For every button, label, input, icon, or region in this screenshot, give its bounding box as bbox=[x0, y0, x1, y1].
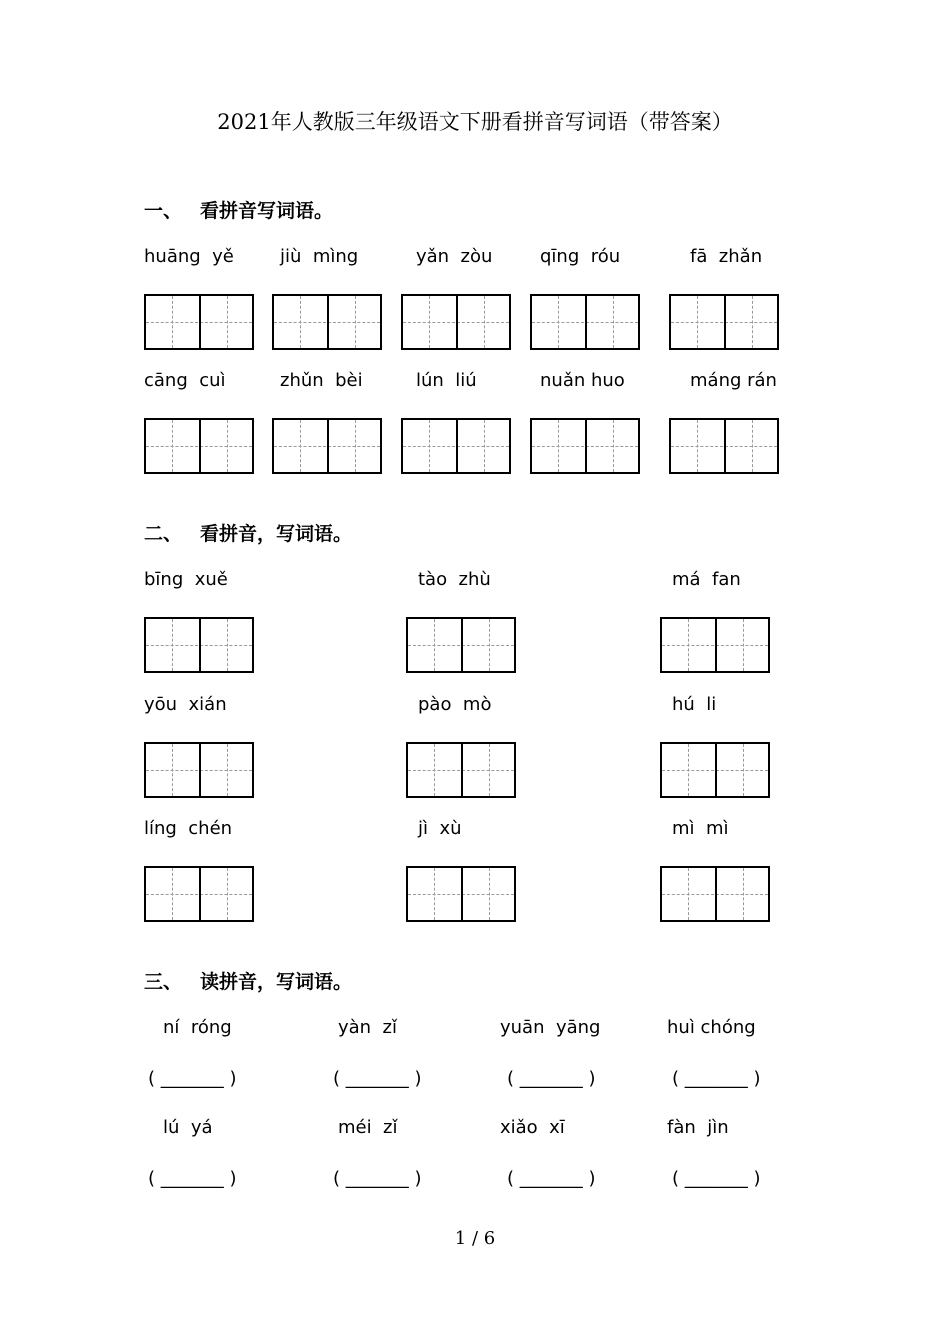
grid-line bbox=[227, 420, 228, 472]
section2-heading bbox=[144, 519, 352, 546]
grid-line bbox=[227, 296, 228, 348]
answer-blank[interactable]: ( _______ ) bbox=[507, 1068, 596, 1089]
grid-line bbox=[227, 619, 228, 671]
pinyin-label: xiǎo xī bbox=[500, 1117, 565, 1138]
grid-line bbox=[227, 868, 228, 920]
grid-line bbox=[227, 744, 228, 796]
grid-line bbox=[172, 868, 173, 920]
answer-blank[interactable]: ( _______ ) bbox=[672, 1068, 761, 1089]
grid-line bbox=[489, 619, 490, 671]
grid-line bbox=[355, 420, 356, 472]
grid-line bbox=[558, 296, 559, 348]
writing-grid[interactable] bbox=[530, 418, 640, 474]
grid-line bbox=[199, 868, 201, 920]
grid-line bbox=[613, 296, 614, 348]
answer-blank[interactable]: ( _______ ) bbox=[672, 1168, 761, 1189]
grid-line bbox=[434, 744, 435, 796]
grid-line bbox=[461, 619, 463, 671]
grid-line bbox=[484, 420, 485, 472]
pinyin-label: jì xù bbox=[418, 818, 462, 839]
grid-line bbox=[461, 868, 463, 920]
grid-line bbox=[484, 296, 485, 348]
section3-heading bbox=[144, 967, 352, 994]
grid-line bbox=[585, 296, 587, 348]
grid-line bbox=[429, 420, 430, 472]
grid-line bbox=[688, 619, 689, 671]
writing-grid[interactable] bbox=[669, 418, 779, 474]
grid-line bbox=[172, 296, 173, 348]
grid-line bbox=[199, 420, 201, 472]
grid-line bbox=[172, 744, 173, 796]
pinyin-label: huì chóng bbox=[667, 1017, 756, 1038]
section3-instruction: 读拼音，写词语。 bbox=[200, 971, 353, 993]
pinyin-label: tào zhù bbox=[418, 569, 491, 590]
pinyin-label: mì mì bbox=[672, 818, 729, 839]
grid-line bbox=[489, 868, 490, 920]
grid-line bbox=[434, 619, 435, 671]
grid-line bbox=[743, 619, 744, 671]
grid-line bbox=[715, 868, 717, 920]
grid-line bbox=[172, 619, 173, 671]
pinyin-label: ní róng bbox=[163, 1017, 232, 1038]
answer-blank[interactable]: ( _______ ) bbox=[507, 1168, 596, 1189]
answer-blank[interactable]: ( _______ ) bbox=[333, 1068, 422, 1089]
writing-grid[interactable] bbox=[660, 617, 770, 673]
grid-line bbox=[715, 744, 717, 796]
pinyin-label: lú yá bbox=[163, 1117, 213, 1138]
writing-grid[interactable] bbox=[406, 742, 516, 798]
pinyin-label: jiù mìng bbox=[280, 246, 359, 267]
grid-line bbox=[688, 868, 689, 920]
grid-line bbox=[461, 744, 463, 796]
pinyin-label: lún liú bbox=[416, 370, 477, 391]
writing-grid[interactable] bbox=[660, 866, 770, 922]
grid-line bbox=[697, 420, 698, 472]
section1-number: 一、 bbox=[144, 200, 183, 222]
grid-line bbox=[327, 420, 329, 472]
writing-grid[interactable] bbox=[406, 866, 516, 922]
grid-line bbox=[327, 296, 329, 348]
writing-grid[interactable] bbox=[144, 617, 254, 673]
grid-line bbox=[585, 420, 587, 472]
grid-line bbox=[613, 420, 614, 472]
pinyin-label: fā zhǎn bbox=[690, 246, 763, 267]
grid-line bbox=[456, 296, 458, 348]
grid-line bbox=[688, 744, 689, 796]
pinyin-label: méi zǐ bbox=[338, 1117, 398, 1138]
pinyin-label: yuān yāng bbox=[500, 1017, 601, 1038]
grid-line bbox=[489, 744, 490, 796]
pinyin-label: bīng xuě bbox=[144, 569, 228, 590]
grid-line bbox=[199, 296, 201, 348]
section2-number: 二、 bbox=[144, 523, 183, 545]
writing-grid[interactable] bbox=[660, 742, 770, 798]
section3-number: 三、 bbox=[144, 971, 183, 993]
pinyin-label: máng rán bbox=[690, 370, 777, 391]
pinyin-label: qīng róu bbox=[540, 246, 621, 267]
page-title: 2021年人教版三年级语文下册看拼音写词语（带答案） bbox=[217, 110, 733, 134]
grid-line bbox=[724, 296, 726, 348]
grid-line bbox=[697, 296, 698, 348]
writing-grid[interactable] bbox=[144, 866, 254, 922]
writing-grid[interactable] bbox=[401, 294, 511, 350]
grid-line bbox=[429, 296, 430, 348]
writing-grid[interactable] bbox=[669, 294, 779, 350]
pinyin-label: pào mò bbox=[418, 694, 492, 715]
section2-instruction: 看拼音，写词语。 bbox=[200, 523, 353, 545]
section1-heading bbox=[144, 196, 333, 223]
grid-line bbox=[199, 744, 201, 796]
grid-line bbox=[558, 420, 559, 472]
grid-line bbox=[199, 619, 201, 671]
grid-line bbox=[752, 420, 753, 472]
pinyin-label: huāng yě bbox=[144, 246, 234, 267]
pinyin-label: líng chén bbox=[144, 818, 233, 839]
grid-line bbox=[752, 296, 753, 348]
pinyin-label: yàn zǐ bbox=[338, 1017, 397, 1038]
grid-line bbox=[355, 296, 356, 348]
writing-grid[interactable] bbox=[401, 418, 511, 474]
answer-blank[interactable]: ( _______ ) bbox=[333, 1168, 422, 1189]
writing-grid[interactable] bbox=[530, 294, 640, 350]
pinyin-label: cāng cuì bbox=[144, 370, 226, 391]
grid-line bbox=[434, 868, 435, 920]
grid-line bbox=[456, 420, 458, 472]
answer-blank[interactable]: ( _______ ) bbox=[148, 1068, 237, 1089]
grid-line bbox=[743, 744, 744, 796]
grid-line bbox=[300, 420, 301, 472]
writing-grid[interactable] bbox=[406, 617, 516, 673]
writing-grid[interactable] bbox=[144, 742, 254, 798]
pinyin-label: nuǎn huo bbox=[540, 370, 625, 391]
answer-blank[interactable]: ( _______ ) bbox=[148, 1168, 237, 1189]
grid-line bbox=[724, 420, 726, 472]
grid-line bbox=[743, 868, 744, 920]
pinyin-label: yōu xián bbox=[144, 694, 227, 715]
writing-grid[interactable] bbox=[144, 294, 254, 350]
writing-grid[interactable] bbox=[144, 418, 254, 474]
page-number: 1 / 6 bbox=[454, 1228, 496, 1249]
grid-line bbox=[715, 619, 717, 671]
pinyin-label: fàn jìn bbox=[667, 1117, 729, 1138]
pinyin-label: hú li bbox=[672, 694, 717, 715]
pinyin-label: yǎn zòu bbox=[416, 246, 493, 267]
writing-grid[interactable] bbox=[272, 294, 382, 350]
pinyin-label: má fan bbox=[672, 569, 741, 590]
grid-line bbox=[300, 296, 301, 348]
section1-instruction: 看拼音写词语。 bbox=[200, 200, 334, 222]
pinyin-label: zhǔn bèi bbox=[280, 370, 363, 391]
writing-grid[interactable] bbox=[272, 418, 382, 474]
grid-line bbox=[172, 420, 173, 472]
